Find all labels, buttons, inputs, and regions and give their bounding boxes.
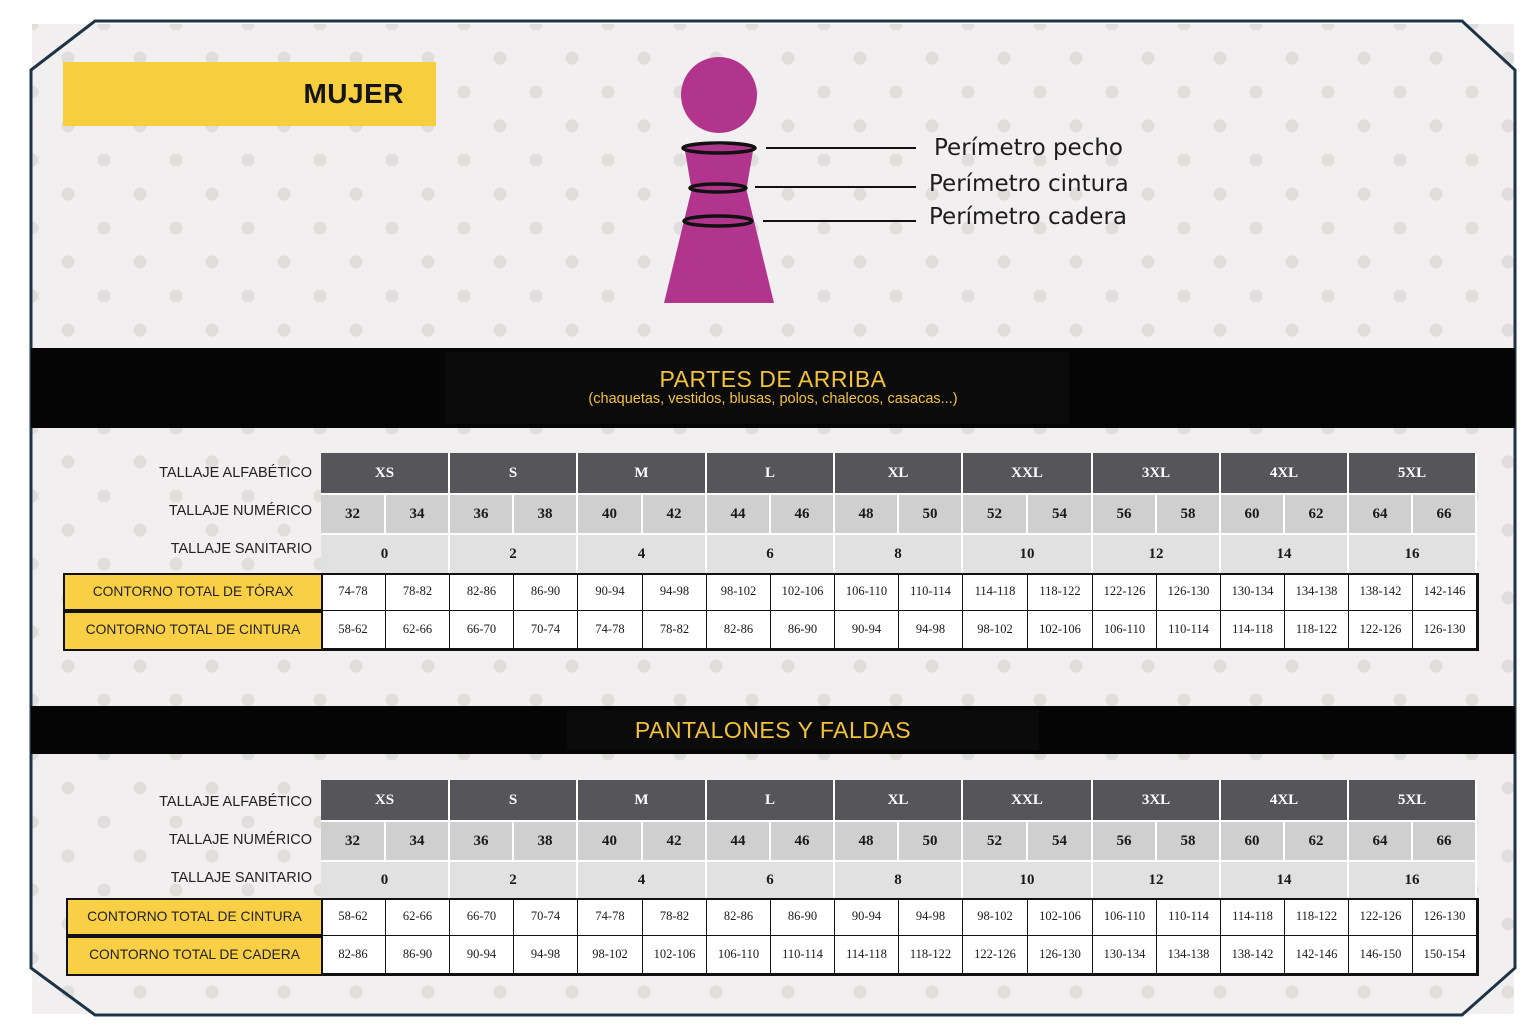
measure-value-cell: 86-90 [386, 936, 450, 974]
measure-value-cell: 130-134 [1221, 573, 1285, 611]
measure-value-cell: 78-82 [643, 611, 707, 649]
sanitary-size-cell: 4 [578, 533, 707, 573]
row-label: TALLAJE NUMÉRICO [168, 503, 312, 519]
alpha-size-cell: S [450, 780, 578, 820]
section-title-bottoms: PANTALONES Y FALDAS [634, 717, 912, 743]
measure-value-cell: 98-102 [578, 936, 643, 974]
alpha-size-cell: L [707, 453, 835, 493]
measure-value-cell: 102-106 [771, 573, 835, 611]
alpha-size-cell: XS [321, 453, 450, 493]
measure-value-cell: 86-90 [771, 611, 835, 649]
measure-value-cell: 94-98 [643, 573, 707, 611]
sanitary-size-cell: 8 [835, 533, 963, 573]
alpha-size-cell: 3XL [1093, 780, 1221, 820]
alpha-size-cell: S [450, 453, 578, 493]
measure-label-hip: Perímetro cadera [929, 204, 1127, 230]
sanitary-size-cell: 14 [1221, 860, 1349, 898]
measure-value-cell: 58-62 [321, 898, 386, 936]
row-label: TALLAJE SANITARIO [170, 541, 312, 557]
numeric-size-cell: 48 [835, 820, 899, 860]
measure-value-cell: 106-110 [835, 573, 899, 611]
sanitary-size-cell: 8 [835, 860, 963, 898]
measure-value-cell: 114-118 [835, 936, 899, 974]
measure-value-cell: 86-90 [771, 898, 835, 936]
measure-value-cell: 82-86 [321, 936, 386, 974]
measure-value-cell: 126-130 [1028, 936, 1093, 974]
numeric-size-cell: 50 [899, 493, 963, 533]
sanitary-size-cell: 10 [963, 533, 1093, 573]
measure-value-cell: 138-142 [1349, 573, 1413, 611]
measure-value-cell: 114-118 [1221, 611, 1285, 649]
numeric-size-cell: 40 [578, 493, 643, 533]
measure-value-cell: 130-134 [1093, 936, 1157, 974]
numeric-size-cell: 32 [321, 820, 386, 860]
numeric-size-cell: 62 [1285, 493, 1349, 533]
sanitary-size-cell: 6 [707, 860, 835, 898]
measure-value-cell: 62-66 [386, 611, 450, 649]
numeric-size-cell: 54 [1028, 493, 1093, 533]
numeric-size-cell: 58 [1157, 493, 1221, 533]
measure-value-cell: 122-126 [1349, 898, 1413, 936]
measure-value-cell: 82-86 [707, 611, 771, 649]
measure-value-cell: 82-86 [450, 573, 514, 611]
measure-value-cell: 106-110 [1093, 898, 1157, 936]
measure-value-cell: 122-126 [1349, 611, 1413, 649]
measure-value-cell: 74-78 [321, 573, 386, 611]
numeric-size-cell: 32 [321, 493, 386, 533]
measure-value-cell: 98-102 [963, 611, 1028, 649]
measure-value-cell: 78-82 [386, 573, 450, 611]
numeric-size-cell: 60 [1221, 820, 1285, 860]
alpha-size-cell: 5XL [1349, 780, 1477, 820]
measure-value-cell: 146-150 [1349, 936, 1413, 974]
measure-value-cell: 126-130 [1157, 573, 1221, 611]
sanitary-size-cell: 0 [321, 860, 450, 898]
measure-value-cell: 94-98 [899, 611, 963, 649]
measure-value-cell: 86-90 [514, 573, 578, 611]
numeric-size-cell: 52 [963, 820, 1028, 860]
alpha-size-cell: L [707, 780, 835, 820]
alpha-size-cell: 4XL [1221, 780, 1349, 820]
measure-value-cell: 70-74 [514, 611, 578, 649]
alpha-size-cell: XL [835, 780, 963, 820]
numeric-size-cell: 34 [386, 820, 450, 860]
alpha-size-cell: 4XL [1221, 453, 1349, 493]
measure-label: CONTORNO TOTAL DE TÓRAX [63, 573, 323, 611]
numeric-size-cell: 62 [1285, 820, 1349, 860]
measure-value-cell: 90-94 [450, 936, 514, 974]
measure-value-cell: 126-130 [1413, 898, 1477, 936]
sanitary-size-cell: 12 [1093, 860, 1221, 898]
numeric-size-cell: 46 [771, 493, 835, 533]
sanitary-size-cell: 16 [1349, 860, 1477, 898]
measure-value-cell: 106-110 [1093, 611, 1157, 649]
numeric-size-cell: 60 [1221, 493, 1285, 533]
measure-value-cell: 126-130 [1413, 611, 1477, 649]
gender-title: MUJER [303, 78, 404, 109]
measure-value-cell: 98-102 [707, 573, 771, 611]
measure-value-cell: 74-78 [578, 898, 643, 936]
measure-value-cell: 62-66 [386, 898, 450, 936]
measure-label-waist: Perímetro cintura [929, 171, 1129, 197]
numeric-size-cell: 42 [643, 493, 707, 533]
section-banner-tops [31, 348, 1515, 428]
numeric-size-cell: 50 [899, 820, 963, 860]
row-label: TALLAJE ALFABÉTICO [159, 794, 312, 810]
measure-value-cell: 110-114 [1157, 611, 1221, 649]
measure-value-cell: 110-114 [1157, 898, 1221, 936]
measure-value-cell: 134-138 [1285, 573, 1349, 611]
alpha-size-cell: M [578, 453, 707, 493]
alpha-size-cell: M [578, 780, 707, 820]
measure-value-cell: 66-70 [450, 898, 514, 936]
sanitary-size-cell: 4 [578, 860, 707, 898]
measure-value-cell: 118-122 [1285, 898, 1349, 936]
measure-value-cell: 150-154 [1413, 936, 1477, 974]
alpha-size-cell: XXL [963, 780, 1093, 820]
body-figure-icon [640, 50, 930, 310]
measure-value-cell: 82-86 [707, 898, 771, 936]
sanitary-size-cell: 2 [450, 533, 578, 573]
measure-value-cell: 118-122 [1285, 611, 1349, 649]
alpha-size-cell: 3XL [1093, 453, 1221, 493]
row-label: TALLAJE SANITARIO [170, 870, 312, 886]
sanitary-size-cell: 16 [1349, 533, 1477, 573]
alpha-size-cell: 5XL [1349, 453, 1477, 493]
measure-value-cell: 90-94 [835, 898, 899, 936]
section-title-tops: PARTES DE ARRIBA [659, 366, 887, 392]
sanitary-size-cell: 6 [707, 533, 835, 573]
numeric-size-cell: 56 [1093, 820, 1157, 860]
section-subtitle-tops: (chaquetas, vestidos, blusas, polos, chalecos, casacas...) [588, 391, 958, 407]
measure-value-cell: 74-78 [578, 611, 643, 649]
measure-value-cell: 110-114 [771, 936, 835, 974]
measure-value-cell: 114-118 [1221, 898, 1285, 936]
measure-value-cell: 142-146 [1413, 573, 1477, 611]
numeric-size-cell: 58 [1157, 820, 1221, 860]
measure-value-cell: 122-126 [1093, 573, 1157, 611]
measure-value-cell: 90-94 [578, 573, 643, 611]
measure-value-cell: 94-98 [899, 898, 963, 936]
row-label: TALLAJE ALFABÉTICO [159, 465, 312, 481]
measure-label: CONTORNO TOTAL DE CINTURA [66, 898, 323, 936]
numeric-size-cell: 44 [707, 820, 771, 860]
measure-value-cell: 98-102 [963, 898, 1028, 936]
measure-value-cell: 138-142 [1221, 936, 1285, 974]
sanitary-size-cell: 10 [963, 860, 1093, 898]
numeric-size-cell: 54 [1028, 820, 1093, 860]
alpha-size-cell: XXL [963, 453, 1093, 493]
measure-value-cell: 142-146 [1285, 936, 1349, 974]
measure-value-cell: 106-110 [707, 936, 771, 974]
numeric-size-cell: 38 [514, 493, 578, 533]
numeric-size-cell: 64 [1349, 493, 1413, 533]
section-banner-bottoms [31, 706, 1515, 754]
measure-value-cell: 94-98 [514, 936, 578, 974]
measure-value-cell: 118-122 [1028, 573, 1093, 611]
numeric-size-cell: 66 [1413, 820, 1477, 860]
numeric-size-cell: 64 [1349, 820, 1413, 860]
alpha-size-cell: XL [835, 453, 963, 493]
measure-value-cell: 102-106 [1028, 611, 1093, 649]
measure-value-cell: 66-70 [450, 611, 514, 649]
row-label: TALLAJE NUMÉRICO [168, 832, 312, 848]
numeric-size-cell: 66 [1413, 493, 1477, 533]
measure-label-chest: Perímetro pecho [934, 135, 1123, 161]
sanitary-size-cell: 14 [1221, 533, 1349, 573]
numeric-size-cell: 36 [450, 820, 514, 860]
numeric-size-cell: 48 [835, 493, 899, 533]
numeric-size-cell: 36 [450, 493, 514, 533]
measure-value-cell: 102-106 [1028, 898, 1093, 936]
numeric-size-cell: 38 [514, 820, 578, 860]
numeric-size-cell: 44 [707, 493, 771, 533]
numeric-size-cell: 46 [771, 820, 835, 860]
measure-value-cell: 78-82 [643, 898, 707, 936]
measure-value-cell: 122-126 [963, 936, 1028, 974]
numeric-size-cell: 34 [386, 493, 450, 533]
measure-value-cell: 110-114 [899, 573, 963, 611]
alpha-size-cell: XS [321, 780, 450, 820]
sanitary-size-cell: 0 [321, 533, 450, 573]
measure-value-cell: 90-94 [835, 611, 899, 649]
measure-value-cell: 70-74 [514, 898, 578, 936]
numeric-size-cell: 56 [1093, 493, 1157, 533]
measure-value-cell: 58-62 [321, 611, 386, 649]
measure-value-cell: 134-138 [1157, 936, 1221, 974]
measure-value-cell: 102-106 [643, 936, 707, 974]
measure-value-cell: 114-118 [963, 573, 1028, 611]
sanitary-size-cell: 12 [1093, 533, 1221, 573]
measure-label: CONTORNO TOTAL DE CADERA [66, 936, 323, 976]
numeric-size-cell: 40 [578, 820, 643, 860]
numeric-size-cell: 42 [643, 820, 707, 860]
numeric-size-cell: 52 [963, 493, 1028, 533]
measure-label: CONTORNO TOTAL DE CINTURA [63, 611, 323, 651]
sanitary-size-cell: 2 [450, 860, 578, 898]
measure-value-cell: 118-122 [899, 936, 963, 974]
gender-title-box [63, 62, 436, 126]
